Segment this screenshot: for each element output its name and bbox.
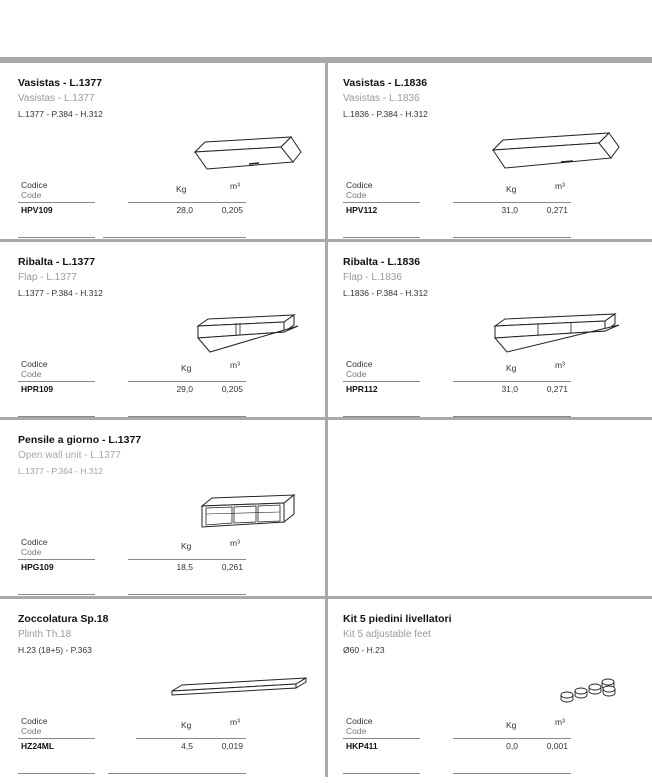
code-rule [18,202,95,203]
code-rule [343,773,420,774]
product-weight: 29,0 [176,384,193,394]
values-rule [453,773,571,774]
product-dimensions: L.1377 - P.364 - H.312 [18,466,103,476]
code-rule [18,416,95,417]
open-flap-long-icon [493,312,623,360]
code-rule [343,381,420,382]
product-subtitle: Plinth Th.18 [18,629,72,640]
product-card [18,77,328,247]
product-weight: 4,5 [181,741,193,751]
product-card [343,256,652,426]
product-subtitle: Flap - L.1377 [18,272,77,283]
values-rule [128,594,246,595]
kg-header: Kg [181,363,192,373]
code-header: Codice Code [21,537,48,557]
product-code: HKP411 [346,741,378,751]
product-subtitle: Vasistas - L.1377 [18,93,95,104]
product-card [343,77,652,247]
kg-header: Kg [181,541,192,551]
flap-box-long-icon [491,130,621,175]
m3-header: m³ [555,181,565,191]
code-rule [343,416,420,417]
code-rule [18,773,95,774]
product-card [18,256,328,426]
code-rule [18,738,95,739]
values-rule [136,738,246,739]
product-dimensions: L.1377 - P.384 - H.312 [18,109,103,119]
product-code: HPG109 [21,562,54,572]
m3-header: m³ [230,717,240,727]
product-title: Ribalta - L.1377 [18,256,96,268]
product-subtitle: Kit 5 adjustable feet [343,629,431,640]
code-rule [343,738,420,739]
product-code: HPV109 [21,205,53,215]
product-title: Kit 5 piedini livellatori [343,613,452,625]
values-rule [128,381,246,382]
m3-header: m³ [230,360,240,370]
product-subtitle: Flap - L.1836 [343,272,402,283]
product-card [18,434,328,604]
code-header: Codice Code [346,716,373,736]
product-title: Zoccolatura Sp.18 [18,613,109,625]
kg-header: Kg [506,720,517,730]
values-rule [453,738,571,739]
product-dimensions: L.1377 - P.384 - H.312 [18,288,103,298]
product-weight: 18,5 [176,562,193,572]
product-volume: 0,205 [221,384,243,394]
code-header: Codice Code [21,180,48,200]
product-dimensions: L.1836 - P.384 - H.312 [343,288,428,298]
code-rule [18,594,95,595]
product-code: HZ24ML [21,741,55,751]
product-subtitle: Vasistas - L.1836 [343,93,420,104]
code-header: Codice Code [21,716,48,736]
product-code: HPR112 [346,384,378,394]
m3-header: m³ [230,538,240,548]
values-rule [453,381,571,382]
m3-header: m³ [555,360,565,370]
code-rule [18,381,95,382]
product-code: HPV112 [346,205,378,215]
product-weight: 0,0 [506,741,518,751]
product-title: Vasistas - L.1377 [18,77,103,89]
product-volume: 0,271 [546,384,568,394]
values-rule [128,416,246,417]
values-rule [128,202,246,203]
code-header: Codice Code [21,359,48,379]
kg-header: Kg [506,363,517,373]
kg-header: Kg [181,720,192,730]
values-rule [453,416,571,417]
product-dimensions: H.23 (18+5) - P.363 [18,645,92,655]
values-rule [453,202,571,203]
flap-box-icon [193,132,303,177]
values-rule [108,773,246,774]
product-card [18,613,328,783]
code-rule [343,237,420,238]
values-rule [103,237,246,238]
values-rule [453,237,571,238]
m3-header: m³ [230,181,240,191]
code-rule [18,559,95,560]
code-rule [343,202,420,203]
product-volume: 0,019 [221,741,243,751]
code-header: Codice Code [346,359,373,379]
code-rule [18,237,95,238]
open-flap-icon [196,312,301,360]
product-dimensions: Ø60 - H.23 [343,645,385,655]
kg-header: Kg [506,184,517,194]
feet-icon [559,677,621,707]
product-subtitle: Open wall unit - L.1377 [18,450,121,461]
product-code: HPR109 [21,384,54,394]
code-header: Codice Code [346,180,373,200]
product-title: Ribalta - L.1836 [343,256,421,268]
product-dimensions: L.1836 - P.384 - H.312 [343,109,428,119]
m3-header: m³ [555,717,565,727]
product-volume: 0,261 [221,562,243,572]
product-title: Vasistas - L.1836 [343,77,428,89]
product-weight: 31,0 [501,205,518,215]
product-volume: 0,001 [546,741,568,751]
product-weight: 28,0 [176,205,193,215]
plinth-icon [170,675,310,705]
product-card [343,613,652,783]
product-title: Pensile a giorno - L.1377 [18,434,142,446]
product-volume: 0,271 [546,205,568,215]
product-weight: 31,0 [501,384,518,394]
product-volume: 0,205 [221,205,243,215]
kg-header: Kg [176,184,187,194]
values-rule [128,559,246,560]
open-shelf-icon [198,494,298,536]
